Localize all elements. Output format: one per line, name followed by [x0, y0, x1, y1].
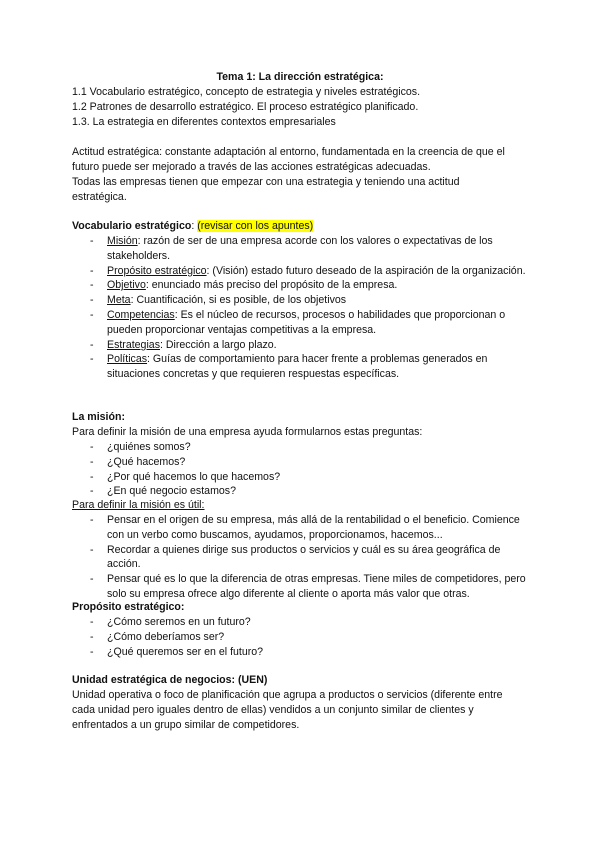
list-item: - ¿Cómo seremos en un futuro?: [90, 615, 530, 630]
vocab-definition: : enunciado más preciso del propósito de la empresa.: [145, 279, 398, 292]
vocab-definition: : Cuantificación, si es posible, de los objetivos: [130, 294, 347, 307]
document-title: Tema 1: La dirección estratégica:: [216, 71, 384, 83]
proposito-questions: [90, 615, 530, 659]
toc-item: 1.2 Patrones de desarrollo estratégico. El proceso estratégico planificado.: [72, 101, 419, 113]
list-item: - Pensar qué es lo que la diferencia de otras empresas. Tiene miles de competidores, pero solo su empresa ofrece algo diferente al cliente o aporta más valor que otras.: [90, 572, 530, 602]
vocab-definition: : (Visión) estado futuro deseado de la aspiración de la organización.: [206, 264, 526, 277]
vocab-term: Estrategias: [107, 338, 160, 351]
vocab-colon: :: [191, 220, 198, 232]
vocab-list: [90, 234, 530, 382]
proposito-heading: Propósito estratégico:: [72, 601, 185, 613]
intro-line: Todas las empresas tienen que empezar con una estrategia y teniendo una actitud: [72, 176, 460, 188]
vocab-heading: Vocabulario estratégico: [72, 220, 192, 232]
mision-questions: [90, 440, 530, 499]
vocab-note-highlight: (revisar con los apuntes): [197, 220, 314, 232]
list-item: - ¿En qué negocio estamos?: [90, 484, 530, 499]
list-item: [90, 234, 530, 264]
list-item: - ¿Qué hacemos?: [90, 455, 530, 470]
uen-line: enfrentados a un grupo similar de competidores.: [72, 719, 300, 731]
list-item: - ¿quiénes somos?: [90, 440, 530, 455]
vocab-term: Propósito estratégico: [107, 264, 207, 277]
mision-useful-heading: Para definir la misión es útil:: [72, 499, 205, 511]
intro-line: futuro puede ser mejorado a través de las acciones estratégicas adecuadas.: [72, 161, 431, 173]
uen-heading: Unidad estratégica de negocios: (UEN): [72, 674, 268, 686]
list-item: [90, 352, 530, 382]
list-item: [90, 338, 530, 353]
toc-item: 1.1 Vocabulario estratégico, concepto de estrategia y niveles estratégicos.: [72, 86, 421, 98]
list-item: [90, 278, 530, 293]
uen-line: Unidad operativa o foco de planificación que agrupa a productos o servicios (diferente entre: [72, 689, 503, 701]
vocab-term: Competencias: [107, 308, 175, 321]
list-item: [90, 308, 530, 338]
vocab-definition: : razón de ser de una empresa acorde con los valores o expectativas de los stakeholders.: [107, 235, 493, 262]
list-item: [90, 293, 530, 308]
list-item: - ¿Por qué hacemos lo que hacemos?: [90, 470, 530, 485]
list-item: - Pensar en el origen de su empresa, más allá de la rentabilidad o el beneficio. Comience con un verbo como buscamos, ayudamos, proporcionamos, hacemos...: [90, 513, 530, 543]
toc-item: 1.3. La estrategia en diferentes contextos empresariales: [72, 116, 336, 128]
uen-line: cada unidad pero iguales dentro de ellas) vendidos a un conjunto similar de clientes y: [72, 704, 474, 716]
intro-line: Actitud estratégica: constante adaptación al entorno, fundamentada en la creencia de que el: [72, 146, 505, 158]
list-item: - Recordar a quienes dirige sus productos o servicios y cuál es su área geográfica de acción.: [90, 543, 530, 573]
vocab-definition: : Guías de comportamiento para hacer frente a problemas generados en situaciones concretas y que requieren respuestas específicas.: [107, 353, 488, 381]
list-item: - ¿Qué queremos ser en el futuro?: [90, 645, 530, 660]
intro-line: estratégica.: [72, 191, 127, 203]
vocab-term: Meta: [107, 294, 131, 307]
vocab-term: Misión: [107, 235, 138, 247]
vocab-definition: : Dirección a largo plazo.: [160, 338, 277, 351]
list-item: [90, 264, 530, 279]
mision-heading: La misión:: [72, 411, 125, 423]
vocab-term: Objetivo: [107, 279, 146, 292]
vocab-heading-line: [72, 219, 313, 234]
list-item: - ¿Cómo deberíamos ser?: [90, 630, 530, 645]
vocab-definition: : Es el núcleo de recursos, procesos o habilidades que proporcionan o pueden proporcionar ventajas competitivas a la empresa.: [107, 308, 506, 336]
vocab-term: Políticas: [107, 353, 148, 366]
mision-intro: Para definir la misión de una empresa ayuda formularnos estas preguntas:: [72, 426, 423, 438]
mision-useful-list: [90, 513, 530, 602]
